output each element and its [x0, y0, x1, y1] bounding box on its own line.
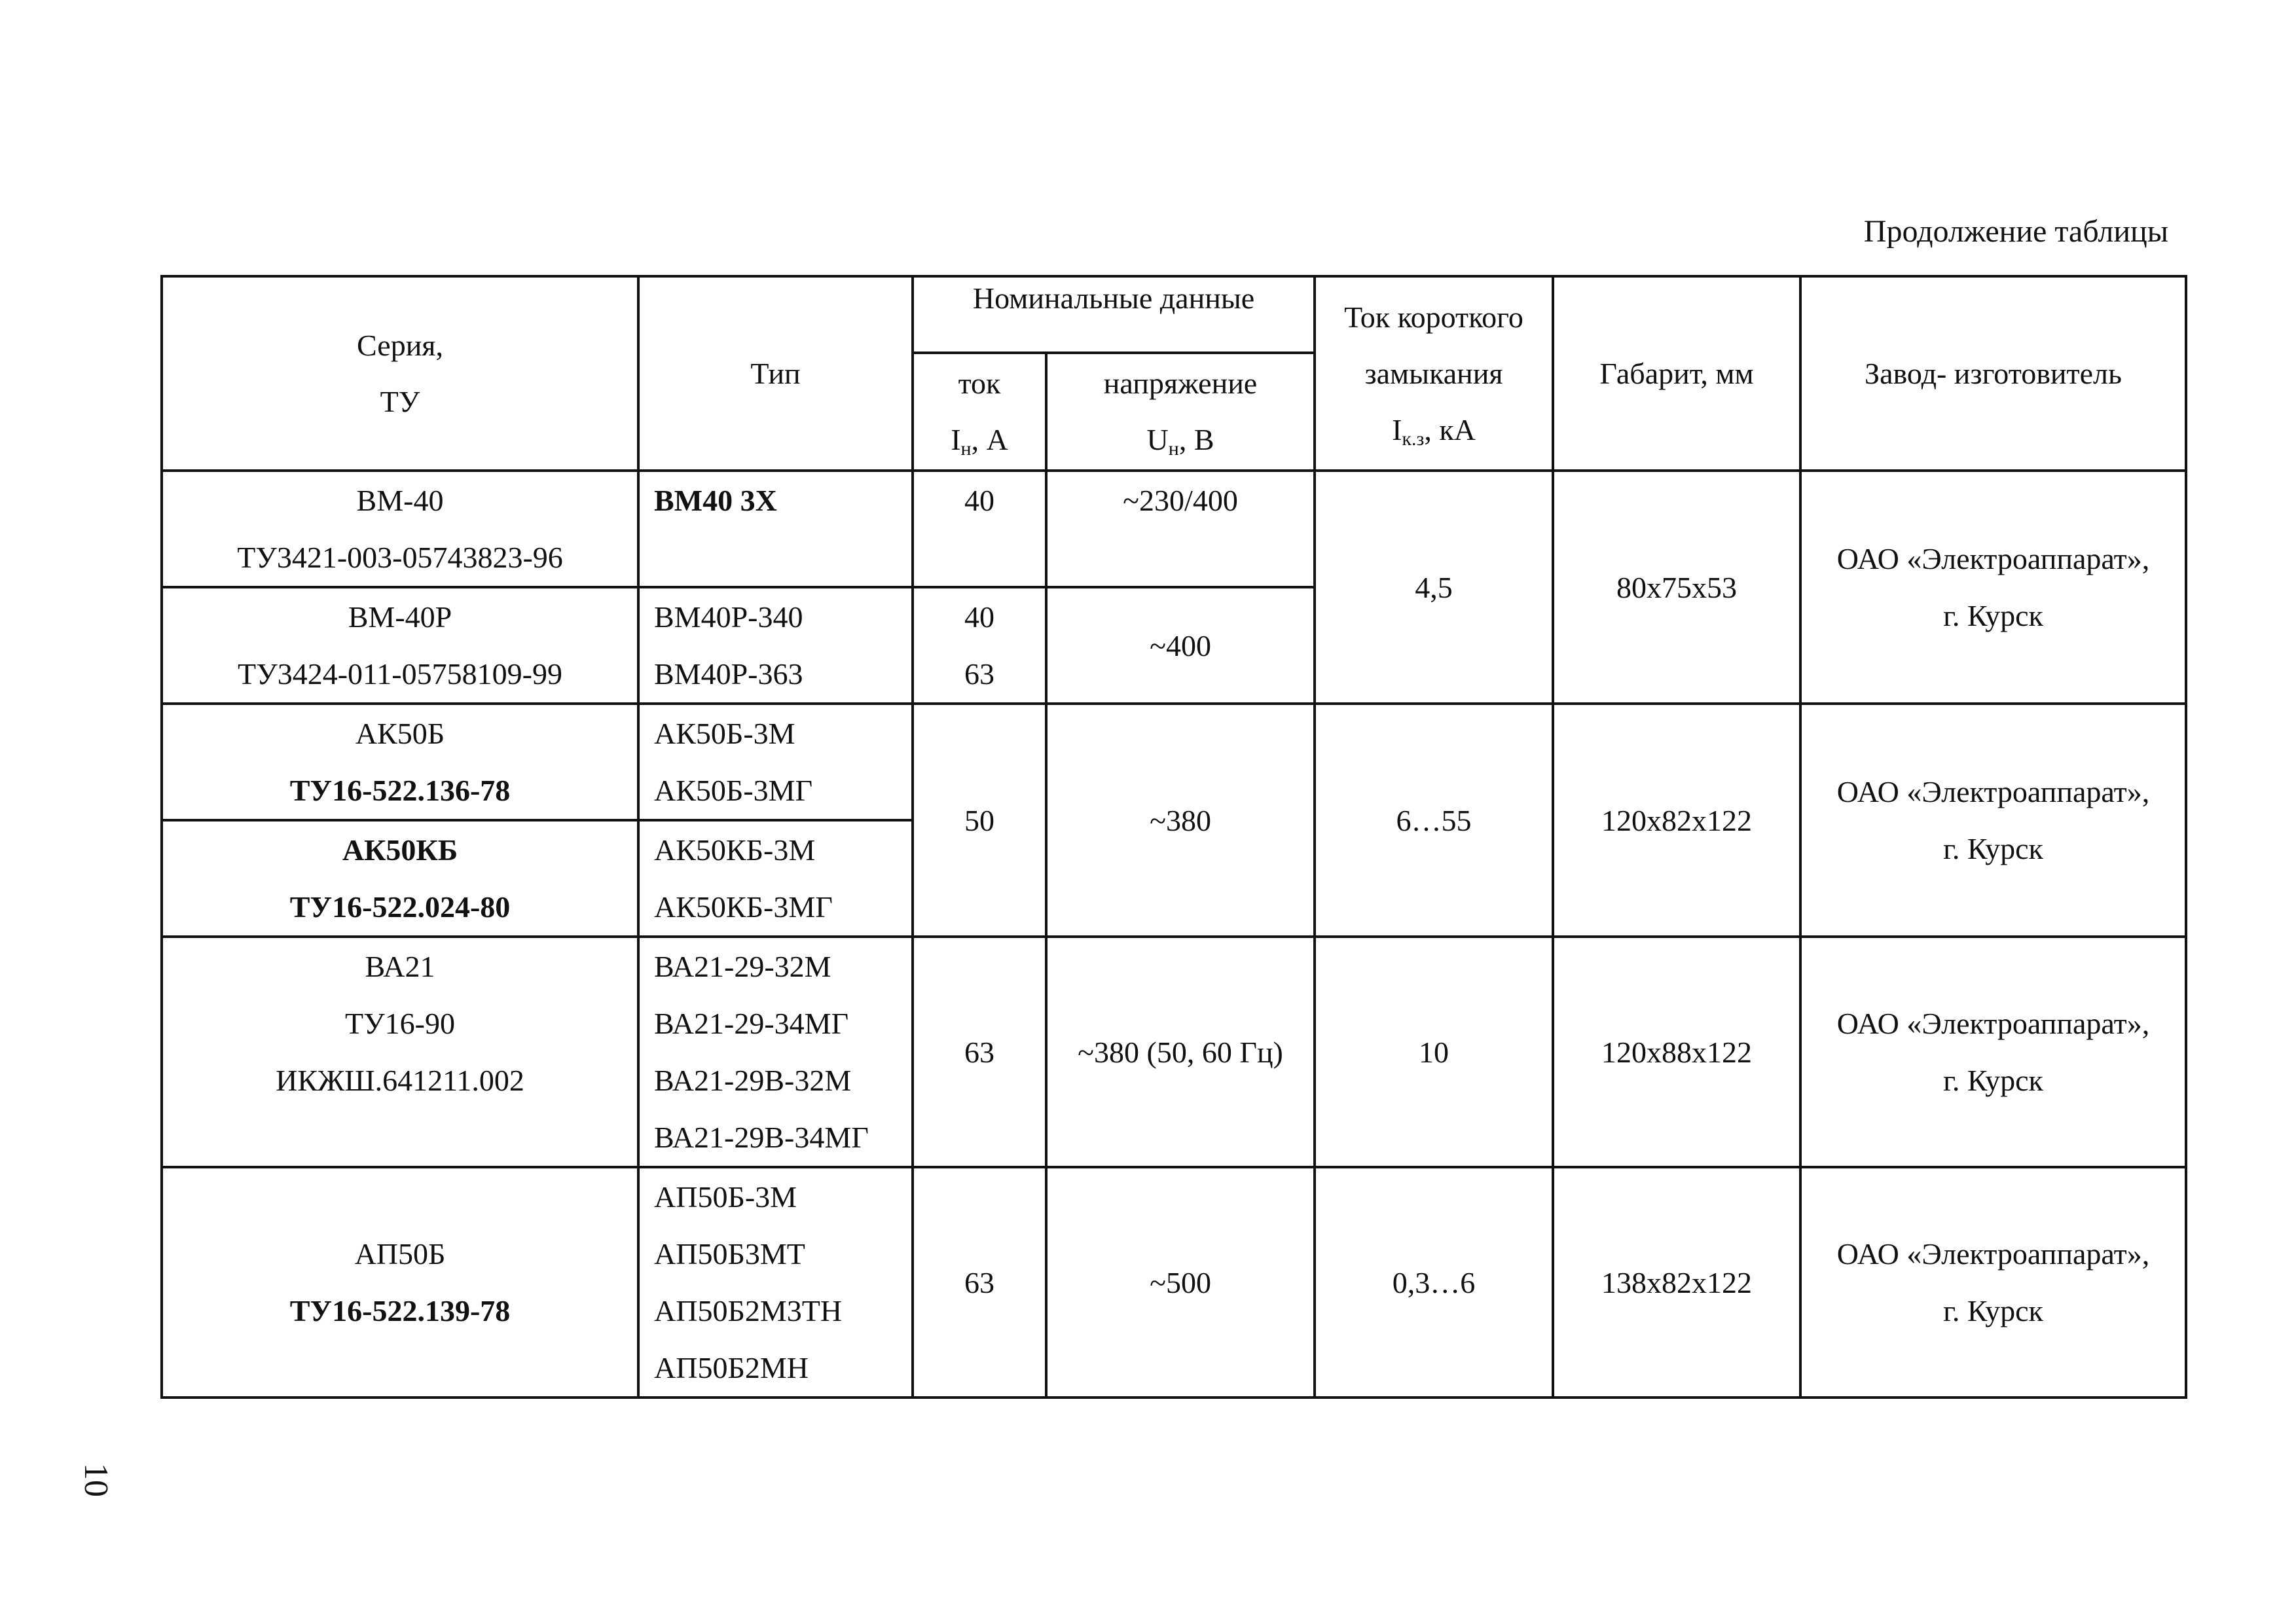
short-circuit-cell: 6…55: [1315, 704, 1553, 937]
series-cell: ВМ-40Р ТУ3424-011-05758109-99: [162, 587, 638, 704]
type-cell: АП50Б-3М АП50Б3МТ АП50Б2М3ТН АП50Б2МН: [638, 1167, 913, 1398]
manufacturer-cell: ОАО «Электроаппарат», г. Курск: [1800, 937, 2186, 1167]
breaker-spec-table: [160, 275, 2187, 1399]
current-cell: 63: [913, 1167, 1046, 1398]
series-cell: АК50КБ ТУ16-522.024-80: [162, 820, 638, 937]
current-cell: 40 63: [913, 587, 1046, 704]
table-row: [162, 937, 2186, 1167]
dimensions-cell: 120x82x122: [1553, 704, 1800, 937]
current-cell: 63: [913, 937, 1046, 1167]
current-cell: 40: [913, 471, 1046, 587]
type-cell: ВМ40 3Х: [638, 471, 913, 587]
dimensions-cell: 138x82x122: [1553, 1167, 1800, 1398]
page-number: 10: [77, 1463, 115, 1497]
type-cell: ВМ40Р-340 ВМ40Р-363: [638, 587, 913, 704]
series-cell: ВМ-40 ТУ3421-003-05743823-96: [162, 471, 638, 587]
table-caption: Продолжение таблицы: [1863, 214, 2168, 249]
voltage-cell: ~500: [1046, 1167, 1315, 1398]
voltage-cell: ~400: [1046, 587, 1315, 704]
dimensions-cell: 80x75x53: [1553, 471, 1800, 704]
table-row: [162, 471, 2186, 587]
type-cell: АК50Б-3М АК50Б-3МГ: [638, 704, 913, 820]
voltage-cell: ~230/400: [1046, 471, 1315, 587]
current-cell: 50: [913, 704, 1046, 937]
type-cell: АК50КБ-3М АК50КБ-3МГ: [638, 820, 913, 937]
dimensions-cell: 120x88x122: [1553, 937, 1800, 1167]
header-voltage: напряжение $U_н$, В: [1046, 353, 1315, 471]
header-type: Тип: [638, 276, 913, 471]
header-current: ток $I_н$, А: [913, 353, 1046, 471]
short-circuit-cell: 4,5: [1315, 471, 1553, 704]
header-short-circuit: Ток короткого замыкания $I_{к.з}$, кА: [1315, 276, 1553, 471]
series-cell: АК50Б ТУ16-522.136-78: [162, 704, 638, 820]
header-dimensions: Габарит, мм: [1553, 276, 1800, 471]
series-cell: ВА21 ТУ16-90 ИКЖШ.641211.002: [162, 937, 638, 1167]
voltage-cell: ~380: [1046, 704, 1315, 937]
voltage-cell: ~380 (50, 60 Гц): [1046, 937, 1315, 1167]
manufacturer-cell: ОАО «Электроаппарат», г. Курск: [1800, 471, 2186, 704]
short-circuit-cell: 10: [1315, 937, 1553, 1167]
manufacturer-cell: ОАО «Электроаппарат», г. Курск: [1800, 704, 2186, 937]
header-nominal: Номинальные данные: [913, 276, 1315, 353]
header-series: Серия, ТУ: [162, 276, 638, 471]
short-circuit-cell: 0,3…6: [1315, 1167, 1553, 1398]
table-row: [162, 704, 2186, 820]
table-row: [162, 1167, 2186, 1398]
type-cell: ВА21-29-32М ВА21-29-34МГ ВА21-29В-32М ВА21-29В-34МГ: [638, 937, 913, 1167]
header-manufacturer: Завод- изготовитель: [1800, 276, 2186, 471]
series-cell: АП50Б ТУ16-522.139-78: [162, 1167, 638, 1398]
manufacturer-cell: ОАО «Электроаппарат», г. Курск: [1800, 1167, 2186, 1398]
header-row-1: [162, 276, 2186, 353]
